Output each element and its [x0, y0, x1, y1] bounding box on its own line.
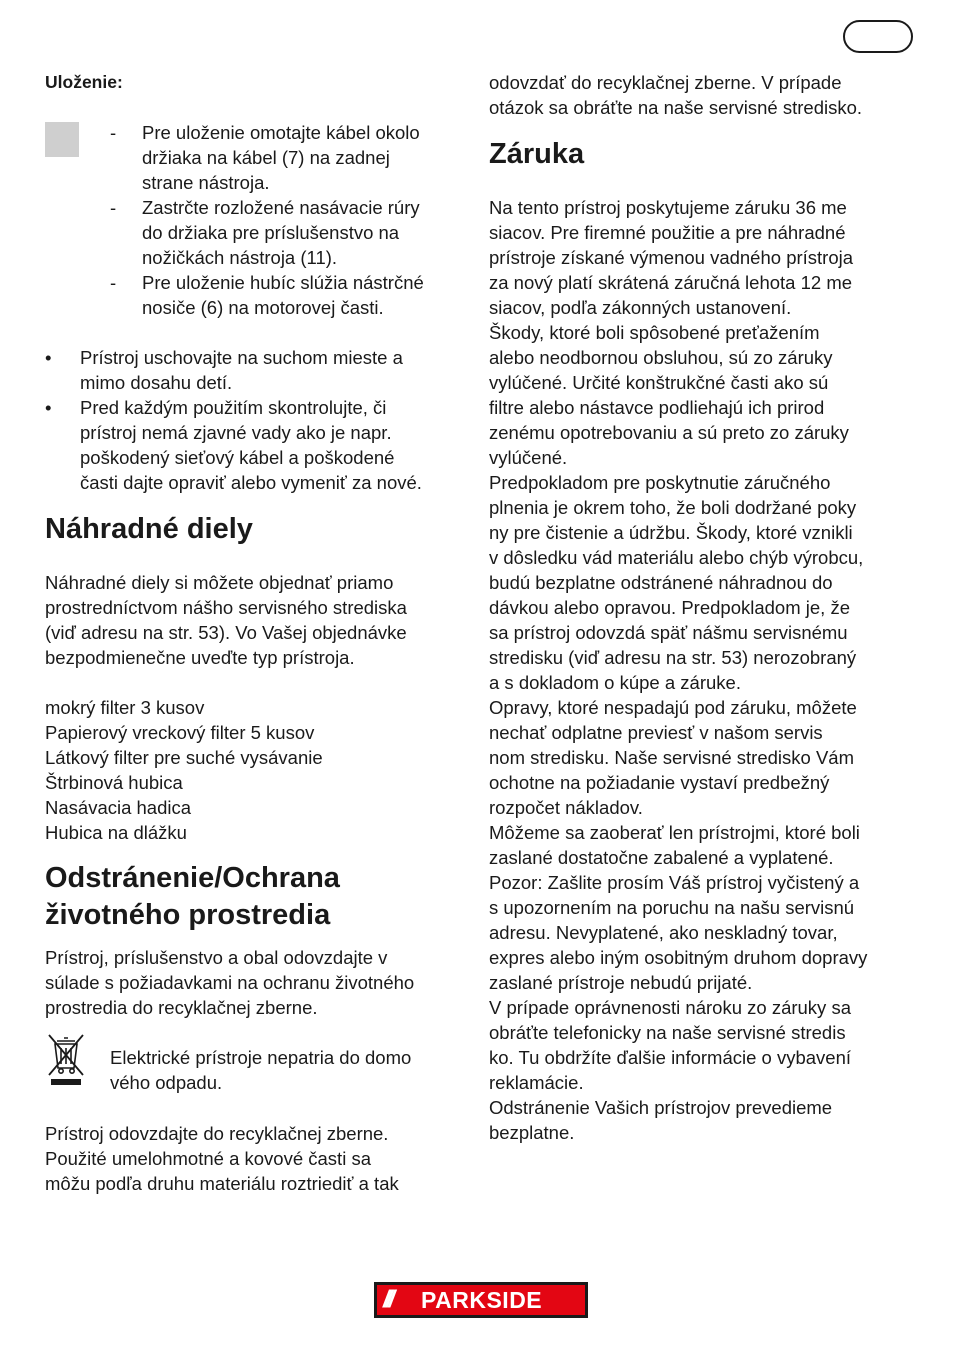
text-line: bezplatne. — [489, 1122, 575, 1143]
language-badge-icon — [843, 20, 913, 53]
text-line: ochotne na požiadanie vystaví predbežný — [489, 772, 830, 793]
text-line: strane nástroja. — [142, 172, 270, 193]
list-item: Papierový vreckový filter 5 kusov — [45, 722, 315, 743]
text-line: Prístroj uschovajte na suchom mieste a — [80, 347, 403, 368]
text-line: Môžeme sa zaoberať len prístrojmi, ktoré boli — [489, 822, 860, 843]
crossed-out-bin-icon — [45, 1031, 87, 1087]
logo-slashes: /// — [383, 1286, 392, 1313]
text-line: odovzdať do recyklačnej zberne. V prípade — [489, 72, 842, 93]
text-line: alebo neodbornou obsluhou, sú zo záruky — [489, 347, 833, 368]
text-line: Zastrčte rozložené nasávacie rúry — [142, 197, 420, 218]
dash-mark: - — [110, 122, 117, 143]
text-line: prístroj nemá zjavné vady ako je napr. — [80, 422, 392, 443]
text-line: zenému opotrebovaniu a sú preto zo záruky — [489, 422, 849, 443]
text-line: vylúčené. Určité konštrukčné časti ako sú — [489, 372, 829, 393]
text-line: poškodený sieťový kábel a poškodené — [80, 447, 395, 468]
storage-heading: Uloženie: — [45, 72, 123, 92]
text-line: dávkou alebo opravou. Predpokladom je, že — [489, 597, 850, 618]
text-line: filtre alebo nástavce podliehajú ich prirod — [489, 397, 825, 418]
text-line: budú bezplatne odstránené náhradnou do — [489, 572, 833, 593]
text-line: prostredníctvom nášho servisného strediska — [45, 597, 407, 618]
list-item: Nasávacia hadica — [45, 797, 192, 818]
warranty-text — [489, 195, 867, 1145]
text-line: ny pre čistenie a údržbu. Škody, ktoré vznikli — [489, 522, 853, 543]
text-line: za nový platí skrátená záručná lehota 12 me — [489, 272, 853, 293]
text-line: Pred každým použitím skontrolujte, či — [80, 397, 387, 418]
text-line: expres alebo iným osobitným druhom dopravy — [489, 947, 868, 968]
environment-heading — [45, 860, 340, 934]
dash-mark: - — [110, 272, 117, 293]
text-line: nožičkách nástroja (11). — [142, 247, 338, 268]
spare-parts-list — [45, 695, 323, 845]
weee-text — [110, 1045, 411, 1095]
text-line: plnenia je okrem toho, že boli dodržané poky — [489, 497, 857, 518]
text-line: Na tento prístroj poskytujeme záruku 36 me — [489, 197, 847, 218]
text-line: sa prístroj odovzdá späť nášmu servisnému — [489, 622, 848, 643]
text-line: stredisku (viď adresu na str. 53) nerozobraný — [489, 647, 857, 668]
text-line: do držiaka pre príslušenstvo na — [142, 222, 400, 243]
text-line: zaslané dostatočne zabalené a vyplatené. — [489, 847, 834, 868]
spare-parts-paragraph — [45, 570, 407, 670]
dash-mark: - — [110, 197, 117, 218]
text-line: Pre uloženie hubíc slúžia nástrčné — [142, 272, 424, 293]
text-line: Opravy, ktoré nespadajú pod záruku, môžete — [489, 697, 857, 718]
text-line: siacov, podľa zákonných ustanovení. — [489, 297, 792, 318]
text-line: Použité umelohmotné a kovové časti sa — [45, 1148, 371, 1169]
text-line: Pozor: Zašlite prosím Váš prístroj vyčistený a — [489, 872, 860, 893]
section-marker-box — [45, 122, 79, 157]
heading-line: životného prostredia — [45, 899, 331, 931]
bullet-mark: • — [45, 397, 52, 418]
text-line: reklamácie. — [489, 1072, 584, 1093]
text-line: Škody, ktoré boli spôsobené preťažením — [489, 322, 820, 343]
bullet-mark: • — [45, 347, 52, 368]
text-line: Predpokladom pre poskytnutie záručného — [489, 472, 831, 493]
text-line: adresu. Nevyplatené, ako neskladný tovar, — [489, 922, 838, 943]
text-line: obráťte telefonicky na naše servisné stredis — [489, 1022, 846, 1043]
spare-parts-heading: Náhradné diely — [45, 513, 253, 545]
text-line: Prístroj odovzdajte do recyklačnej zberne. — [45, 1123, 389, 1144]
text-line: v dôsledku vád materiálu alebo chýb výrobcu, — [489, 547, 864, 568]
text-line: rozpočet nákladov. — [489, 797, 643, 818]
list-item: Štrbinová hubica — [45, 772, 183, 793]
list-item: Hubica na dlážku — [45, 822, 187, 843]
recycle-paragraph — [45, 1121, 399, 1196]
text-line: Prístroj, príslušenstvo a obal odovzdajte v — [45, 947, 388, 968]
text-line: nosiče (6) na motorovej časti. — [142, 297, 384, 318]
text-line: bezpodmienečne uveďte typ prístroja. — [45, 647, 355, 668]
list-item: Látkový filter pre suché vysávanie — [45, 747, 323, 768]
warranty-heading: Záruka — [489, 138, 585, 170]
text-line: môžu podľa druhu materiálu roztriediť a tak — [45, 1173, 399, 1194]
text-line: Odstránenie Vašich prístrojov prevedieme — [489, 1097, 833, 1118]
text-line: prístroje získané výmenou vadného prístroja — [489, 247, 854, 268]
text-line: a s dokladom o kúpe a záruke. — [489, 672, 741, 693]
text-line: vého odpadu. — [110, 1072, 223, 1093]
text-line: nechať odplatne previesť v našom servis — [489, 722, 823, 743]
text-line: s upozornením na poruchu na našu servisnú — [489, 897, 855, 918]
text-line: držiaka na kábel (7) na zadnej — [142, 147, 390, 168]
text-line: mimo dosahu detí. — [80, 372, 233, 393]
text-line: nom stredisku. Naše servisné stredisko Vám — [489, 747, 854, 768]
text-line: súlade s požiadavkami na ochranu životného — [45, 972, 415, 993]
text-line: siacov. Pre firemné použitie a pre náhradné — [489, 222, 846, 243]
text-line: zaslané prístroje nebudú prijaté. — [489, 972, 753, 993]
parkside-logo — [374, 1282, 588, 1318]
text-line: Náhradné diely si môžete objednať priamo — [45, 572, 394, 593]
heading-line: Odstránenie/Ochrana — [45, 862, 340, 894]
text-line: (viď adresu na str. 53). Vo Vašej objednávke — [45, 622, 407, 643]
text-line: vylúčené. — [489, 447, 568, 468]
text-line: Pre uloženie omotajte kábel okolo — [142, 122, 420, 143]
text-line: prostredia do recyklačnej zberne. — [45, 997, 318, 1018]
list-item: mokrý filter 3 kusov — [45, 697, 205, 718]
continued-paragraph — [489, 70, 862, 120]
environment-paragraph — [45, 945, 414, 1020]
text-line: časti dajte opraviť alebo vymeniť za nové. — [80, 472, 422, 493]
logo-text: PARKSIDE — [421, 1287, 543, 1313]
text-line: ko. Tu obdržíte ďalšie informácie o vybavení — [489, 1047, 852, 1068]
text-line: otázok sa obráťte na naše servisné stredisko. — [489, 97, 863, 118]
text-line: V prípade oprávnenosti nároku zo záruky sa — [489, 997, 851, 1018]
text-line: Elektrické prístroje nepatria do domo — [110, 1047, 412, 1068]
